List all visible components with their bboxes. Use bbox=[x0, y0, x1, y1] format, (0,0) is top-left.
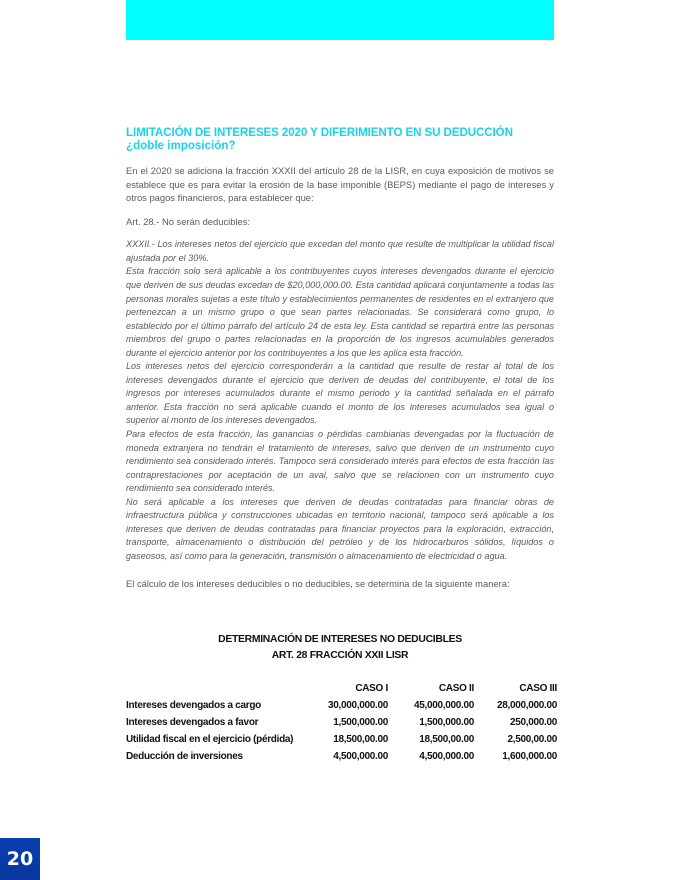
cell-value: 1,600,000.00 bbox=[502, 751, 557, 762]
cell-value: 2,500,00.00 bbox=[507, 734, 557, 745]
page-number-badge bbox=[0, 838, 40, 880]
cell-value: 250,000.00 bbox=[509, 717, 557, 728]
calc-intro-paragraph: El cálculo de los intereses deducibles o no deducibles, se determina de la siguiente manera: bbox=[126, 577, 510, 589]
row-label: Intereses devengados a cargo bbox=[126, 700, 261, 711]
quote-paragraph: XXXII.- Los intereses netos del ejercicio que excedan del monto que resulte de multiplicar la utilidad fiscal ajustada por el 30%. bbox=[126, 239, 554, 263]
column-header-blank bbox=[126, 680, 306, 697]
table-title bbox=[126, 632, 554, 664]
top-color-bar bbox=[126, 0, 554, 40]
cell-value: 1,500,000.00 bbox=[333, 717, 388, 728]
intro-paragraph: En el 2020 se adiciona la fracción XXXII del artículo 28 de la LISR, en cuya exposición de motivos se establece que es para evitar la erosión de la base imponible (BEPS) mediante el pago de intereses y otros pagos financieros, para establecer que: bbox=[126, 165, 554, 204]
table-title-line-2: ART. 28 FRACCIÓN XXII LISR bbox=[271, 650, 409, 661]
table-row bbox=[126, 748, 557, 765]
cell-value: 1,500,000.00 bbox=[419, 717, 474, 728]
quote-paragraph: Para efectos de esta fracción, las ganancias o pérdidas cambiarias devengadas por la fluctuación de moneda extranjera no tendrán el tratamiento de intereses, salvo que deriven de un instrumento cuyo rendimiento sea considerado interés. Tampoco será considerado interés para efectos de esta fracción las contraprestaciones por aceptación de un aval, salvo que se relacionen con un instrumento cuyo rendimiento sea considerado interés. bbox=[126, 429, 554, 494]
cell-value: 28,000,000.00 bbox=[496, 700, 557, 711]
table-title-line-1: DETERMINACIÓN DE INTERESES NO DEDUCIBLES bbox=[218, 634, 462, 645]
cell-value: 4,500,000.00 bbox=[419, 751, 474, 762]
column-header-caso-2: CASO II bbox=[438, 683, 474, 694]
row-label: Deducción de inversiones bbox=[126, 751, 243, 762]
column-header-caso-3: CASO III bbox=[519, 683, 557, 694]
cell-value: 4,500,000.00 bbox=[333, 751, 388, 762]
interest-calculation-table bbox=[126, 680, 557, 765]
article-heading: Art. 28.- No serán deducibles: bbox=[126, 215, 251, 227]
quote-paragraph: Esta fracción solo será aplicable a los contribuyentes cuyos intereses devengados durante el ejercicio que deriven de sus deudas excedan de $20,000,000.00. Esta cantidad aplicará conjuntamente a todas las personas morales sujetas a este título y establecimientos permanentes de residentes en el extranjero que pertenezcan a un mismo grupo o que sean partes relacionadas. Se considerará como grupo, lo establecido por el último párrafo del artículo 24 de esta ley. Esta cantidad se repartirá entre las personas miembros del grupo o partes relacionadas en la proporción de los ingresos acumulables generados durante el ejercicio anterior por los contribuyentes a los que les aplica esta fracción. bbox=[126, 266, 554, 358]
table-row bbox=[126, 697, 557, 714]
article-content bbox=[126, 126, 554, 590]
table-row bbox=[126, 731, 557, 748]
law-quote bbox=[126, 238, 554, 563]
row-label: Intereses devengados a favor bbox=[126, 717, 259, 728]
table-row bbox=[126, 714, 557, 731]
quote-paragraph: No será aplicable a los intereses que deriven de deudas contratadas para financiar obras de infraestructura pública y construcciones ubicadas en territorio nacional, tampoco será aplicable a los intereses que deriven de deudas contratadas para financiar proyectos para la exploración, extracción, transporte, almacenamiento o distribución del petróleo y de los hidrocarburos sólidos, líquidos o gaseosos, así como para la generación, transmisión o almacenamiento de electricidad o agua. bbox=[126, 496, 554, 561]
cell-value: 18,500,00.00 bbox=[419, 734, 474, 745]
row-label: Utilidad fiscal en el ejercicio (pérdida) bbox=[126, 734, 294, 745]
cell-value: 30,000,000.00 bbox=[327, 700, 388, 711]
quote-paragraph: Los intereses netos del ejercicio corresponderán a la cantidad que resulte de restar al total de los intereses devengados durante el ejercicio que deriven de deudas del contribuyente, el total de los ingresos por intereses acumulados durante el mismo periodo y la cantidad señalada en el párrafo anterior. Esta fracción no será aplicable cuando el monto de los intereses acumulados sea igual o superior al monto de los intereses devengados. bbox=[126, 361, 554, 426]
cell-value: 18,500,00.00 bbox=[333, 734, 388, 745]
page-number: 20 bbox=[6, 848, 34, 870]
column-header-caso-1: CASO I bbox=[355, 683, 388, 694]
page-title: LIMITACIÓN DE INTERESES 2020 Y DIFERIMIENTO EN SU DEDUCCIÓN bbox=[126, 126, 513, 139]
page-subtitle: ¿doble imposición? bbox=[126, 139, 236, 152]
table-header-row bbox=[126, 680, 557, 697]
cell-value: 45,000,000.00 bbox=[413, 700, 474, 711]
